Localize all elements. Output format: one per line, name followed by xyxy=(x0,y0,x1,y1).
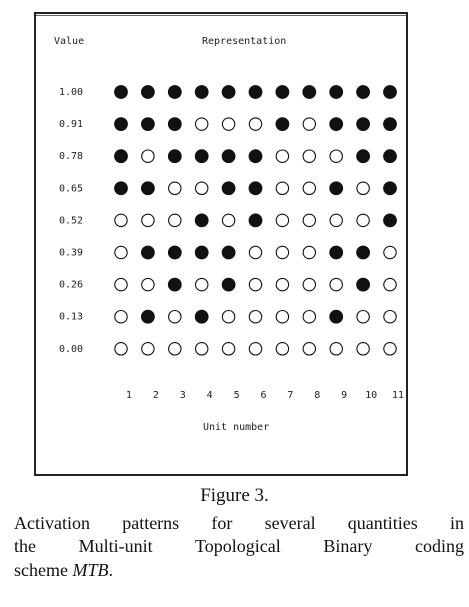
row-value-label: 0.13 xyxy=(59,311,84,323)
value-header: Value xyxy=(54,36,85,47)
inactive-unit-dot xyxy=(384,311,396,323)
inactive-unit-dot xyxy=(276,182,288,194)
caption-line-3-prefix: scheme xyxy=(14,560,73,580)
active-unit-dot xyxy=(330,85,343,98)
caption-line-2: the Multi-unit Topological Binary coding xyxy=(14,536,464,556)
active-unit-dot xyxy=(383,214,396,227)
inactive-unit-dot xyxy=(115,311,127,323)
active-unit-dot xyxy=(195,85,208,98)
inactive-unit-dot xyxy=(303,214,315,226)
representation-header: Representation xyxy=(202,36,287,47)
inactive-unit-dot xyxy=(169,311,181,323)
active-unit-dot xyxy=(249,85,262,98)
caption-line-3 xyxy=(14,560,113,581)
x-axis-label: Unit number xyxy=(203,422,270,433)
inactive-unit-dot xyxy=(303,118,315,130)
inactive-unit-dot xyxy=(249,246,261,258)
unit-number-label: 4 xyxy=(206,390,213,401)
unit-number-label: 1 xyxy=(125,390,133,401)
inactive-unit-dot xyxy=(222,214,234,226)
inactive-unit-dot xyxy=(142,150,154,162)
row-value-label: 0.26 xyxy=(59,279,84,291)
inactive-unit-dot xyxy=(196,343,208,355)
caption-line-3-emphasis: MTB xyxy=(72,560,109,580)
active-unit-dot xyxy=(168,85,181,98)
active-unit-dot xyxy=(303,85,316,98)
inactive-unit-dot xyxy=(249,278,261,290)
inactive-unit-dot xyxy=(142,214,154,226)
active-unit-dot xyxy=(330,310,343,323)
inactive-unit-dot xyxy=(357,214,369,226)
active-unit-dot xyxy=(357,118,370,131)
inactive-unit-dot xyxy=(303,311,315,323)
active-unit-dot xyxy=(330,118,343,131)
row-value-label: 0.65 xyxy=(59,183,84,195)
inactive-unit-dot xyxy=(303,343,315,355)
inactive-unit-dot xyxy=(249,311,261,323)
active-unit-dot xyxy=(222,246,235,259)
inactive-unit-dot xyxy=(276,246,288,258)
unit-number-label: 10 xyxy=(365,390,378,401)
row-value-label: 0.52 xyxy=(59,215,84,227)
active-unit-dot xyxy=(114,182,127,195)
inactive-unit-dot xyxy=(115,214,127,226)
active-unit-dot xyxy=(168,278,181,291)
inactive-unit-dot xyxy=(303,150,315,162)
inactive-unit-dot xyxy=(303,278,315,290)
inactive-unit-dot xyxy=(303,246,315,258)
inactive-unit-dot xyxy=(196,118,208,130)
active-unit-dot xyxy=(276,85,289,98)
active-unit-dot xyxy=(141,246,154,259)
inactive-unit-dot xyxy=(357,311,369,323)
active-unit-dot xyxy=(195,214,208,227)
active-unit-dot xyxy=(383,118,396,131)
active-unit-dot xyxy=(249,150,262,163)
inactive-unit-dot xyxy=(357,182,369,194)
inactive-unit-dot xyxy=(276,343,288,355)
inactive-unit-dot xyxy=(330,150,342,162)
inactive-unit-dot xyxy=(357,343,369,355)
inactive-unit-dot xyxy=(276,311,288,323)
inactive-unit-dot xyxy=(222,343,234,355)
unit-number-label: 2 xyxy=(152,390,159,401)
unit-number-label: 7 xyxy=(287,390,294,401)
active-unit-dot xyxy=(141,118,154,131)
inactive-unit-dot xyxy=(222,118,234,130)
inactive-unit-dot xyxy=(384,246,396,258)
caption-line-1: Activation patterns for several quantities in xyxy=(14,513,464,533)
unit-number-label: 8 xyxy=(314,390,321,401)
active-unit-dot xyxy=(357,278,370,291)
active-unit-dot xyxy=(222,150,235,163)
active-unit-dot xyxy=(195,150,208,163)
active-unit-dot xyxy=(168,118,181,131)
active-unit-dot xyxy=(330,246,343,259)
active-unit-dot xyxy=(249,214,262,227)
active-unit-dot xyxy=(114,118,127,131)
inactive-unit-dot xyxy=(384,278,396,290)
inactive-unit-dot xyxy=(330,214,342,226)
inactive-unit-dot xyxy=(276,278,288,290)
active-unit-dot xyxy=(249,182,262,195)
inactive-unit-dot xyxy=(196,278,208,290)
active-unit-dot xyxy=(357,246,370,259)
active-unit-dot xyxy=(168,246,181,259)
figure-title: Figure 3. xyxy=(200,485,269,506)
inactive-unit-dot xyxy=(276,150,288,162)
active-unit-dot xyxy=(276,118,289,131)
active-unit-dot xyxy=(383,182,396,195)
active-unit-dot xyxy=(383,150,396,163)
inactive-unit-dot xyxy=(169,182,181,194)
inactive-unit-dot xyxy=(115,246,127,258)
active-unit-dot xyxy=(141,310,154,323)
inactive-unit-dot xyxy=(276,214,288,226)
active-unit-dot xyxy=(141,182,154,195)
inactive-unit-dot xyxy=(115,343,127,355)
caption-line-3-suffix: . xyxy=(108,560,113,580)
inactive-unit-dot xyxy=(196,182,208,194)
active-unit-dot xyxy=(330,182,343,195)
unit-number-label: 3 xyxy=(179,390,186,401)
active-unit-dot xyxy=(222,278,235,291)
active-unit-dot xyxy=(195,246,208,259)
unit-number-label: 5 xyxy=(233,390,240,401)
active-unit-dot xyxy=(195,310,208,323)
active-unit-dot xyxy=(168,150,181,163)
unit-number-label: 6 xyxy=(260,390,267,401)
inactive-unit-dot xyxy=(303,182,315,194)
inactive-unit-dot xyxy=(169,214,181,226)
unit-number-label: 11 xyxy=(391,390,405,401)
inactive-unit-dot xyxy=(330,343,342,355)
inactive-unit-dot xyxy=(384,343,396,355)
inactive-unit-dot xyxy=(142,343,154,355)
inactive-unit-dot xyxy=(222,311,234,323)
row-value-label: 0.00 xyxy=(59,343,84,355)
active-unit-dot xyxy=(222,182,235,195)
inactive-unit-dot xyxy=(169,343,181,355)
active-unit-dot xyxy=(383,85,396,98)
inactive-unit-dot xyxy=(249,118,261,130)
inactive-unit-dot xyxy=(249,343,261,355)
active-unit-dot xyxy=(222,85,235,98)
row-value-label: 0.78 xyxy=(59,151,84,163)
active-unit-dot xyxy=(357,150,370,163)
active-unit-dot xyxy=(114,150,127,163)
row-value-label: 0.91 xyxy=(59,119,84,131)
inactive-unit-dot xyxy=(330,278,342,290)
active-unit-dot xyxy=(357,85,370,98)
inactive-unit-dot xyxy=(115,278,127,290)
row-value-label: 0.39 xyxy=(59,247,84,259)
unit-number-label: 9 xyxy=(341,390,348,401)
active-unit-dot xyxy=(141,85,154,98)
inactive-unit-dot xyxy=(142,278,154,290)
active-unit-dot xyxy=(114,85,127,98)
row-value-label: 1.00 xyxy=(59,87,84,98)
